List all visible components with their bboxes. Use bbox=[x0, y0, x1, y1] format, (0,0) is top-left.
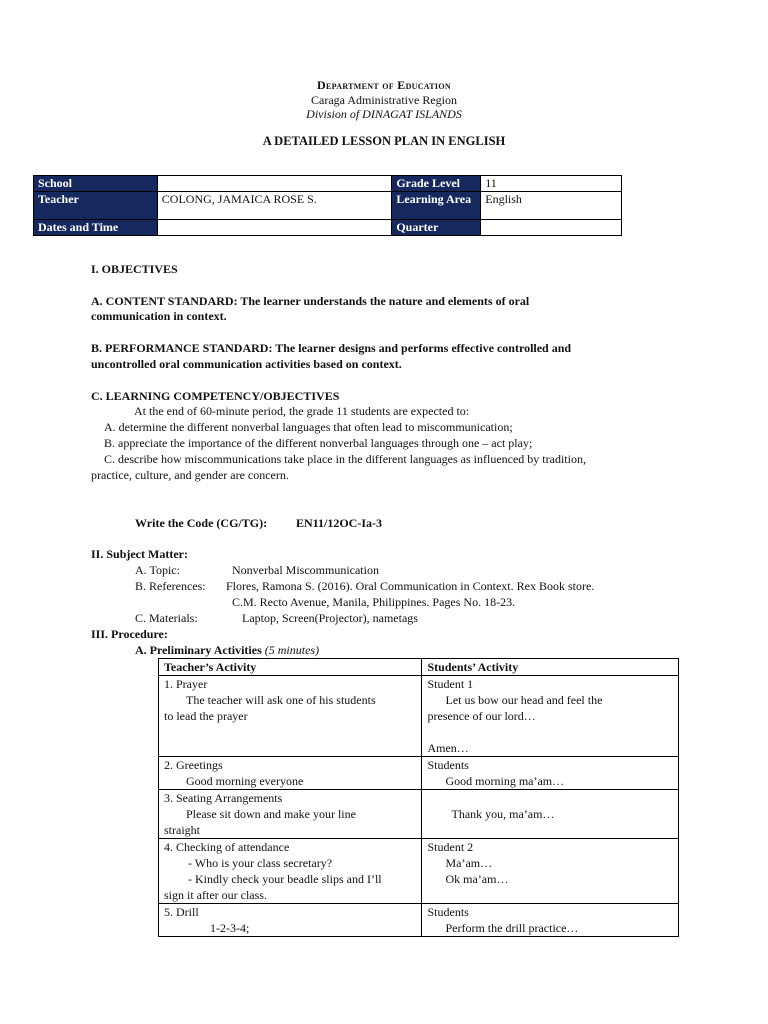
preliminary-activities-heading bbox=[135, 643, 319, 658]
activity-line: Good morning ma’am… bbox=[445, 774, 565, 788]
lesson-info-table bbox=[33, 175, 622, 236]
activity-line: Thank you, ma’am… bbox=[451, 807, 555, 821]
teacher-activity-cell bbox=[159, 790, 422, 839]
students-activity-cell bbox=[422, 757, 679, 790]
activity-title: 4. Checking of attendance bbox=[164, 840, 290, 854]
table-header-row bbox=[159, 659, 679, 676]
procedure-heading: III. Procedure: bbox=[91, 627, 168, 641]
table-row bbox=[159, 757, 679, 790]
quarter-label: Quarter bbox=[392, 220, 481, 236]
performance-standard-line1: B. PERFORMANCE STANDARD: The learner designs and performs effective controlled and bbox=[91, 341, 572, 355]
teacher-activity-cell bbox=[159, 839, 422, 904]
quarter-value bbox=[481, 220, 622, 236]
students-activity-header: Students’ Activity bbox=[422, 659, 679, 676]
activity-line: straight bbox=[164, 823, 200, 837]
activity-line: Perform the drill practice… bbox=[445, 921, 579, 935]
activity-line: Please sit down and make your line bbox=[186, 807, 356, 821]
materials-label: C. Materials: bbox=[135, 611, 198, 625]
topic-label: A. Topic: bbox=[135, 563, 180, 577]
competency-heading: C. LEARNING COMPETENCY/OBJECTIVES bbox=[91, 389, 340, 403]
teacher-activity-cell bbox=[159, 757, 422, 790]
activity-line: - Kindly check your beadle slips and I’ll bbox=[188, 872, 382, 886]
performance-standard-line2: uncontrolled oral communication activities based on context. bbox=[91, 357, 402, 371]
dates-time-value bbox=[157, 220, 392, 236]
code-label: Write the Code (CG/TG): bbox=[135, 516, 268, 530]
learning-area-value: English bbox=[481, 192, 622, 220]
activity-line: sign it after our class. bbox=[164, 888, 267, 902]
teacher-activity-cell bbox=[159, 904, 422, 937]
teacher-activity-header: Teacher’s Activity bbox=[159, 659, 422, 676]
activity-title: 5. Drill bbox=[164, 905, 199, 919]
preliminary-activities-time: (5 minutes) bbox=[264, 643, 320, 657]
activity-line: to lead the prayer bbox=[164, 709, 248, 723]
activity-line: Amen… bbox=[427, 741, 469, 755]
activity-title: 3. Seating Arrangements bbox=[164, 791, 283, 805]
activity-title: Students bbox=[427, 905, 469, 919]
activity-line: The teacher will ask one of his students bbox=[186, 693, 376, 707]
objectives-heading: I. OBJECTIVES bbox=[91, 262, 178, 276]
content-standard-line2: communication in context. bbox=[91, 309, 227, 323]
references-label: B. References: bbox=[135, 579, 206, 593]
activity-line: Good morning everyone bbox=[186, 774, 304, 788]
activity-line: Let us bow our head and feel the bbox=[445, 693, 603, 707]
students-activity-cell bbox=[422, 839, 679, 904]
topic-value: Nonverbal Miscommunication bbox=[232, 563, 379, 577]
activity-title: Student 1 bbox=[427, 677, 474, 691]
subject-matter-heading: II. Subject Matter: bbox=[91, 547, 188, 561]
activity-title: Student 2 bbox=[427, 840, 474, 854]
activity-line: presence of our lord… bbox=[427, 709, 536, 723]
division-name: Division of DINAGAT ISLANDS bbox=[306, 107, 462, 121]
competency-item-b: B. appreciate the importance of the different nonverbal languages through one – act play; bbox=[104, 436, 533, 450]
competency-item-c-line1: C. describe how miscommunications take place in the different languages as influenced by tradition, bbox=[104, 452, 586, 466]
activity-line: Ok ma’am… bbox=[445, 872, 509, 886]
grade-level-value: 11 bbox=[481, 176, 622, 192]
table-row bbox=[159, 904, 679, 937]
table-row bbox=[159, 676, 679, 757]
activity-title: 2. Greetings bbox=[164, 758, 223, 772]
preliminary-activities-label: A. Preliminary Activities bbox=[135, 643, 262, 657]
code-value: EN11/12OC-Ia-3 bbox=[296, 516, 383, 530]
school-value bbox=[157, 176, 392, 192]
table-row bbox=[159, 790, 679, 839]
document-title: A DETAILED LESSON PLAN IN ENGLISH bbox=[262, 134, 506, 148]
students-activity-cell bbox=[422, 790, 679, 839]
teacher-activity-cell bbox=[159, 676, 422, 757]
teacher-value: COLONG, JAMAICA ROSE S. bbox=[157, 192, 392, 220]
competency-item-a: A. determine the different nonverbal languages that often lead to miscommunication; bbox=[104, 420, 513, 434]
activity-line: Ma’am… bbox=[445, 856, 493, 870]
learning-area-label: Learning Area bbox=[392, 192, 481, 220]
table-row bbox=[159, 839, 679, 904]
activity-title: Students bbox=[427, 758, 469, 772]
teacher-label: Teacher bbox=[34, 192, 158, 220]
references-line1: Flores, Ramona S. (2016). Oral Communication in Context. Rex Book store. bbox=[226, 579, 595, 593]
students-activity-cell bbox=[422, 904, 679, 937]
department-name: Department of Education bbox=[317, 78, 451, 92]
grade-level-label: Grade Level bbox=[392, 176, 481, 192]
students-activity-cell bbox=[422, 676, 679, 757]
dates-time-label: Dates and Time bbox=[34, 220, 158, 236]
materials-value: Laptop, Screen(Projector), nametags bbox=[242, 611, 418, 625]
activity-line: 1-2-3-4; bbox=[210, 921, 250, 935]
region-name: Caraga Administrative Region bbox=[311, 93, 457, 107]
school-label: School bbox=[34, 176, 158, 192]
competency-item-c-line2: practice, culture, and gender are concern. bbox=[91, 468, 289, 482]
activity-title: 1. Prayer bbox=[164, 677, 208, 691]
content-standard-line1: A. CONTENT STANDARD: The learner understands the nature and elements of oral bbox=[91, 294, 530, 308]
procedure-table bbox=[158, 658, 679, 937]
activity-line: - Who is your class secretary? bbox=[188, 856, 333, 870]
competency-intro: At the end of 60-minute period, the grade 11 students are expected to: bbox=[134, 404, 470, 418]
references-line2: C.M. Recto Avenue, Manila, Philippines. Pages No. 18-23. bbox=[232, 595, 516, 609]
